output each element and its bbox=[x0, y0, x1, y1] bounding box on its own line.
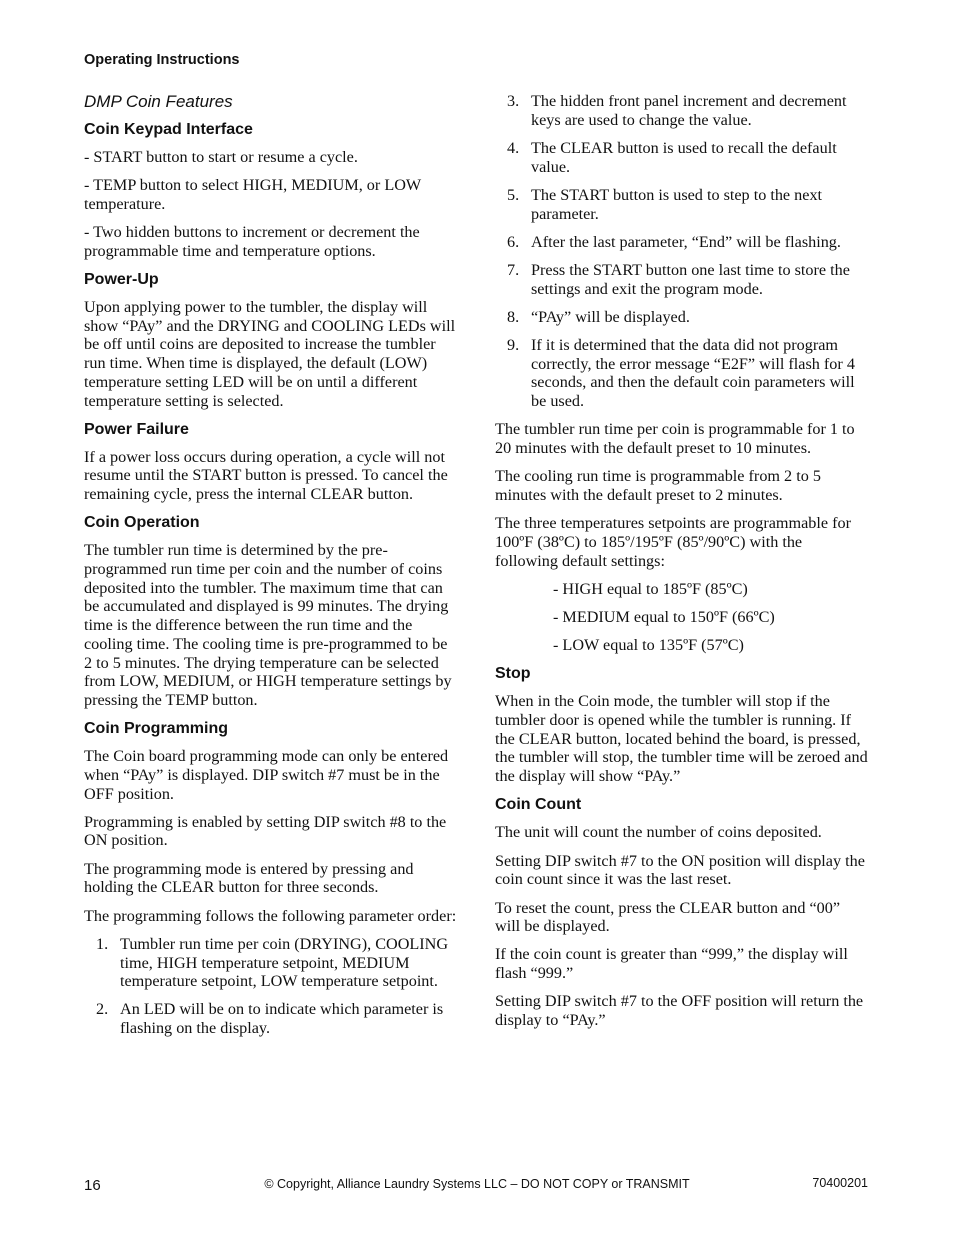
paragraph: The programming follows the following parameter order: bbox=[84, 906, 457, 925]
list-text: The CLEAR button is used to recall the default value. bbox=[531, 138, 837, 176]
list-item bbox=[495, 233, 869, 252]
paragraph: If a power loss occurs during operation, a cycle will not resume until the START button is pressed. To cancel the remaining cycle, press the internal CLEAR button. bbox=[84, 447, 448, 504]
list-item bbox=[495, 336, 869, 411]
list-number: 9. bbox=[507, 336, 520, 355]
paragraph: - START button to start or resume a cycle. bbox=[84, 148, 358, 166]
list-text: Tumbler run time per coin (DRYING), COOLING time, HIGH temperature setpoint, MEDIUM temperature setpoint, LOW temperature setpoint. bbox=[120, 934, 449, 991]
heading-coin-keypad-interface: Coin Keypad Interface bbox=[84, 121, 253, 138]
list-text: Press the START button one last time to store the settings and exit the program mode. bbox=[531, 260, 850, 298]
list-text: “PAy” will be displayed. bbox=[531, 307, 690, 326]
paragraph: The tumbler run time is determined by the pre-programmed run time per coin and the number of coins deposited into the tumbler. The maximum time that can be accumulated and displayed is 99 minutes. The drying time is the difference between the run time and the cooling time. The cooling time is pre-programmed to be 2 to 5 minutes. The drying temperature can be selected from LOW, MEDIUM, or HIGH temperature settings by pressing the TEMP button. bbox=[84, 541, 452, 709]
paragraph: The cooling run time is programmable from 2 to 5 minutes with the default preset to 2 minutes. bbox=[495, 467, 821, 504]
list-number: 4. bbox=[507, 138, 520, 157]
heading-power-up: Power-Up bbox=[84, 271, 159, 289]
heading-coin-operation: Coin Operation bbox=[84, 514, 200, 532]
paragraph: The unit will count the number of coins deposited. bbox=[495, 823, 822, 842]
list-number: 6. bbox=[507, 232, 520, 251]
paragraph: The programming mode is entered by pressing and holding the CLEAR button for three seconds. bbox=[84, 859, 414, 897]
list-number: 7. bbox=[507, 260, 520, 279]
paragraph: To reset the count, press the CLEAR button and “00” will be displayed. bbox=[495, 898, 841, 936]
temp-setting-high: - HIGH equal to 185ºF (85ºC) bbox=[553, 579, 748, 598]
list-item bbox=[84, 935, 458, 991]
list-text: An LED will be on to indicate which parameter is flashing on the display. bbox=[120, 1000, 444, 1038]
paragraph: If the coin count is greater than “999,” the display will flash “999.” bbox=[495, 945, 848, 983]
list-item bbox=[495, 186, 869, 223]
paragraph: The three temperatures setpoints are programmable for 100ºF (38ºC) to 185º/195ºF (85º/90ºC) with the following default settings: bbox=[495, 514, 851, 570]
paragraph: The Coin board programming mode can only be entered when “PAy” is displayed. DIP switch #7 must be in the OFF position. bbox=[84, 747, 449, 803]
paragraph: When in the Coin mode, the tumbler will stop if the tumbler door is opened while the tumbler is running. If the CLEAR button, located behind the board, is pressed, the tumbler will stop, the tumbler time will be zeroed and the display will show “PAy.” bbox=[495, 692, 868, 786]
list-number: 5. bbox=[507, 185, 520, 204]
list-item bbox=[495, 261, 869, 298]
list-number: 8. bbox=[507, 307, 520, 326]
list-text: The START button is used to step to the next parameter. bbox=[531, 185, 823, 223]
list-number: 3. bbox=[507, 92, 520, 110]
list-item bbox=[495, 92, 869, 129]
section-title: DMP Coin Features bbox=[84, 92, 233, 111]
list-item bbox=[495, 139, 869, 176]
paragraph: Setting DIP switch #7 to the ON position will display the coin count since it was the last reset. bbox=[495, 851, 865, 889]
list-item bbox=[495, 308, 869, 327]
paragraph: Upon applying power to the tumbler, the display will show “PAy” and the DRYING and COOLING LEDs will be off until coins are deposited to increase the tumbler run time. When time is displayed, the default (LOW) temperature setting LED will be on until a different temperature setting is selected. bbox=[84, 298, 456, 410]
document-number: 70400201 bbox=[812, 1176, 868, 1190]
list-text: The hidden front panel increment and decrement keys are used to change the value. bbox=[531, 92, 847, 129]
list-item bbox=[84, 1000, 458, 1037]
temp-setting-medium: - MEDIUM equal to 150ºF (66ºC) bbox=[553, 607, 775, 626]
paragraph: - TEMP button to select HIGH, MEDIUM, or LOW temperature. bbox=[84, 176, 421, 213]
heading-stop: Stop bbox=[495, 665, 531, 683]
left-column bbox=[84, 92, 458, 1047]
paragraph: The tumbler run time per coin is programmable for 1 to 20 minutes with the default preset to 10 minutes. bbox=[495, 420, 855, 458]
list-number: 2. bbox=[96, 1000, 109, 1019]
temp-setting-low: - LOW equal to 135ºF (57ºC) bbox=[553, 636, 744, 655]
copyright-notice: © Copyright, Alliance Laundry Systems LLC – DO NOT COPY or TRANSMIT bbox=[264, 1177, 690, 1191]
heading-coin-programming: Coin Programming bbox=[84, 720, 229, 738]
list-text: If it is determined that the data did not program correctly, the error message “E2F” will flash for 4 seconds, and then the default coin parameters will be used. bbox=[531, 336, 855, 411]
right-column bbox=[495, 92, 869, 1039]
page-header: Operating Instructions bbox=[84, 52, 240, 68]
numbered-list bbox=[84, 935, 458, 1038]
heading-coin-count: Coin Count bbox=[495, 796, 582, 814]
paragraph: Setting DIP switch #7 to the OFF position will return the display to “PAy.” bbox=[495, 992, 864, 1030]
list-text: After the last parameter, “End” will be flashing. bbox=[531, 232, 841, 251]
numbered-list bbox=[495, 92, 869, 411]
list-number: 1. bbox=[96, 934, 109, 953]
paragraph: Programming is enabled by setting DIP switch #8 to the ON position. bbox=[84, 812, 447, 850]
paragraph: - Two hidden buttons to increment or decrement the programmable time and temperature options. bbox=[84, 223, 420, 260]
page-number: 16 bbox=[84, 1177, 101, 1194]
heading-power-failure: Power Failure bbox=[84, 420, 189, 438]
